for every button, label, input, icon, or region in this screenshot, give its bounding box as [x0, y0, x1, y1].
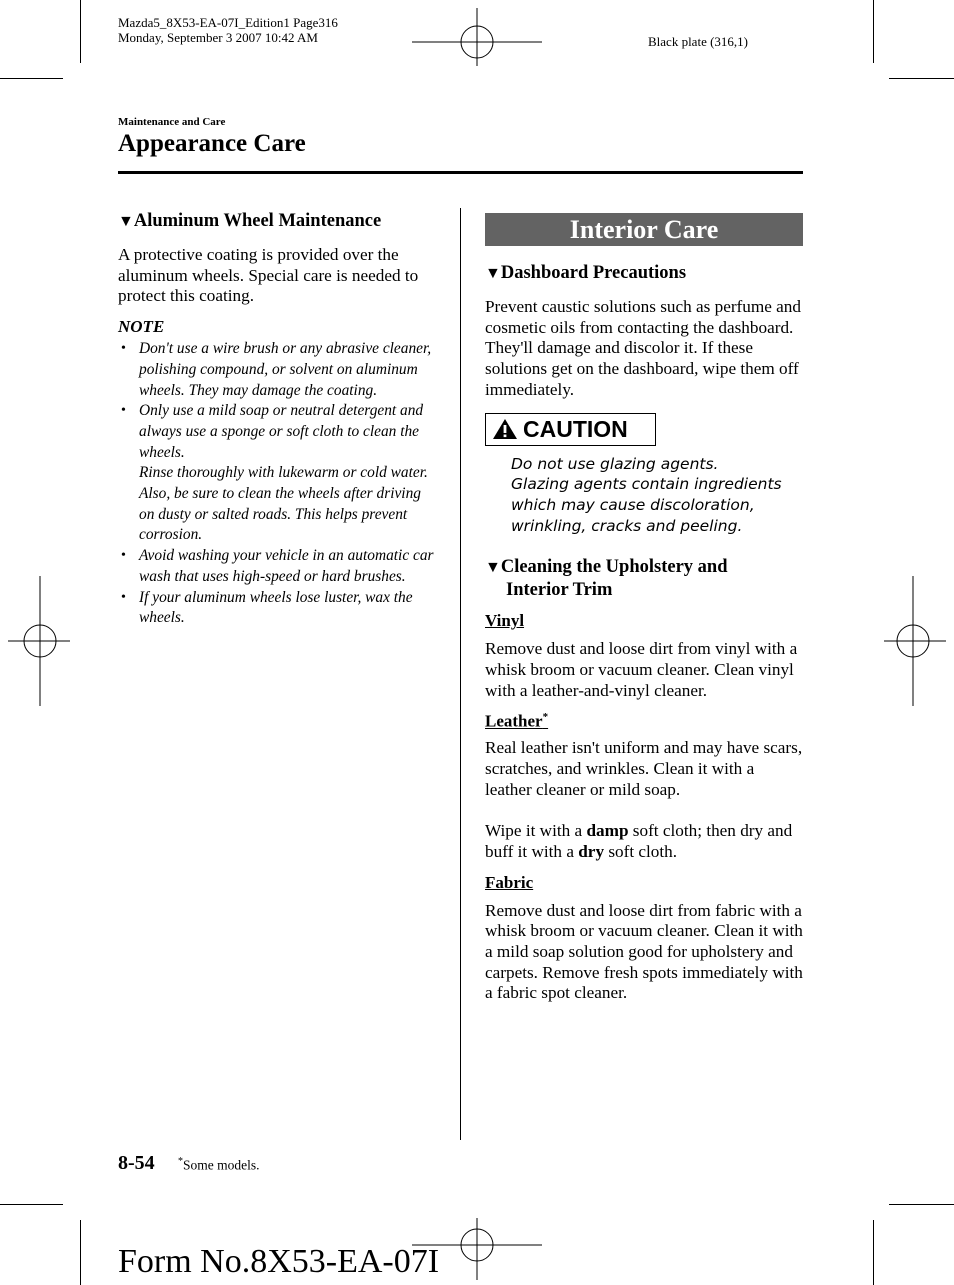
interior-care-banner: Interior Care	[485, 213, 803, 246]
vinyl-label: Vinyl	[485, 611, 525, 631]
column-divider	[460, 208, 461, 1140]
section-label: Maintenance and Care	[118, 116, 226, 128]
page-number: 8-54	[118, 1152, 155, 1174]
note-label: NOTE	[118, 317, 165, 337]
registration-mark-top	[412, 8, 542, 68]
triangle-down-icon: ▼	[118, 213, 134, 230]
plate-line-2: Monday, September 3 2007 10:42 AM	[118, 30, 318, 45]
dashboard-text: Prevent caustic solutions such as perfume and cosmetic oils from contacting the dashboard. They'll damage and discolor it. If these solutions get on the dashboard, wipe them off immediately.	[485, 297, 801, 399]
title-rule	[118, 171, 803, 174]
plate-info	[118, 15, 338, 45]
aluminum-wheel-heading: ▼Aluminum Wheel Maintenance	[118, 211, 382, 231]
asterisk-icon: *	[542, 711, 549, 724]
caution-box	[485, 413, 656, 446]
note-item: • Only use a mild soap or neutral detergent and always use a sponge or soft cloth to clean the wheels. Rinse thoroughly with lukewarm or cold water. Also, be sure to clean the wheels after driving on dusty or salted roads. This helps prevent corrosion.	[118, 401, 438, 546]
triangle-down-icon: ▼	[485, 265, 501, 282]
leather-text: Real leather isn't uniform and may have scars, scratches, and wrinkles. Clean it with a leather cleaner or mild soap.	[485, 738, 803, 799]
dashboard-heading: ▼Dashboard Precautions	[485, 263, 687, 283]
wipe-text: Wipe it with a damp soft cloth; then dry and buff it with a dry soft cloth.	[485, 821, 793, 861]
plate-line-1: Mazda5_8X53-EA-07I_Edition1 Page316	[118, 15, 338, 30]
asterisk-icon: *	[178, 1156, 183, 1167]
aluminum-intro: A protective coating is provided over the aluminum wheels. Special care is needed to protect this coating.	[118, 245, 419, 306]
registration-mark-left	[8, 576, 70, 706]
note-list	[118, 339, 438, 629]
page-title: Appearance Care	[118, 130, 306, 157]
plate-label: Black plate (316,1)	[648, 34, 748, 49]
caution-label: CAUTION	[523, 415, 628, 442]
left-column	[118, 210, 438, 629]
caution-text: Do not use glazing agents. Glazing agents contain ingredients which may cause discoloration, wrinkling, cracks and peeling.	[511, 454, 782, 535]
note-item: • If your aluminum wheels lose luster, wax the wheels.	[118, 588, 438, 629]
upholstery-heading: ▼Cleaning the Upholstery and Interior Trim	[485, 557, 728, 601]
form-number: Form No.8X53-EA-07I	[118, 1243, 440, 1280]
fabric-text: Remove dust and loose dirt from fabric with a whisk broom or vacuum cleaner. Clean it with a mild soap solution good for upholstery and carpets. Remove fresh spots immediately with a fabric spot cleaner.	[485, 900, 803, 1003]
warning-icon	[492, 418, 518, 440]
note-item: • Don't use a wire brush or any abrasive cleaner, polishing compound, or solvent on aluminum wheels. They may damage the coating.	[118, 339, 438, 401]
right-column	[485, 213, 803, 1004]
leather-label: Leather*	[485, 711, 549, 732]
vinyl-text: Remove dust and loose dirt from vinyl with a whisk broom or vacuum cleaner. Clean vinyl with a leather-and-vinyl cleaner.	[485, 639, 798, 700]
triangle-down-icon: ▼	[485, 559, 501, 577]
note-item: • Avoid washing your vehicle in an automatic car wash that uses high-speed or hard brushes.	[118, 546, 438, 587]
footnote: *Some models.	[178, 1156, 260, 1173]
fabric-label: Fabric	[485, 872, 534, 892]
registration-mark-right	[884, 576, 946, 706]
